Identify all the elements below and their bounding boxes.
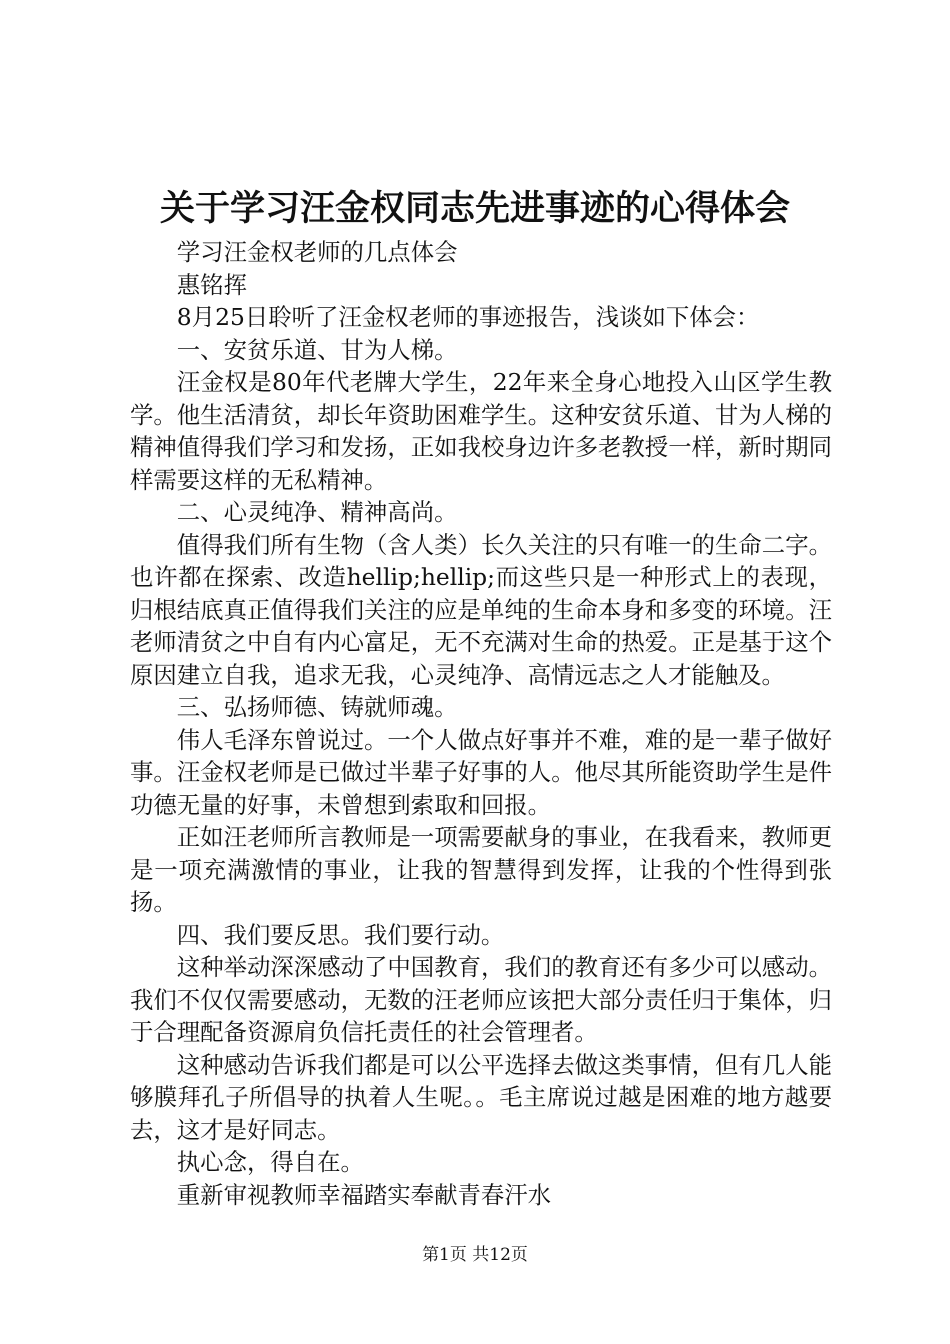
body-paragraph: 汪金权是80年代老牌大学生，22年来全身心地投入山区学生教学。他生活清贫，却长年资助困难学生。这种安贫乐道、甘为人梯的精神值得我们学习和发扬，正如我校身边许多老教授一样，新时期同样需要这样的无私精神。 (130, 368, 832, 494)
body-paragraph: 值得我们所有生物（含人类）长久关注的只有唯一的生命二字。也许都在探索、改造hellip;hellip;而这些只是一种形式上的表现，归根结底真正值得我们关注的应是单纯的生命本身和多变的环境。汪老师清贫之中自有内心富足，无不充满对生命的热爱。正是基于这个原因建立自我，追求无我，心灵纯净、高情远志之人才能触及。 (130, 530, 832, 689)
page-number-footer: 第1页 共12页 (422, 1245, 528, 1265)
closing-line: 执心念，得自在。 (176, 1148, 364, 1176)
body-paragraph: 正如汪老师所言教师是一项需要献身的事业，在我看来，教师更是一项充满激情的事业，让我的智慧得到发挥，让我的个性得到张扬。 (130, 823, 832, 916)
closing-line: 重新审视教师幸福踏实奉献青春汗水 (176, 1180, 552, 1209)
section-heading-2: 二、心灵纯净、精神高尚。 (176, 498, 458, 526)
section-heading-4: 四、我们要反思。我们要行动。 (176, 920, 505, 949)
body-paragraph: 这种举动深深感动了中国教育，我们的教育还有多少可以感动。我们不仅仅需要感动，无数的汪老师应该把大部分责任归于集体，归于合理配备资源肩负信托责任的社会管理者。 (130, 953, 832, 1046)
body-paragraph: 这种感动告诉我们都是可以公平选择去做这类事情，但有几人能够膜拜孔子所倡导的执着人生呢。。毛主席说过越是困难的地方越要去，这才是好同志。 (130, 1050, 832, 1144)
subtitle-paragraph: 学习汪金权老师的几点体会 (176, 238, 458, 266)
author-paragraph: 惠铭挥 (176, 270, 247, 299)
document-body (130, 236, 832, 1211)
section-heading-1: 一、安贫乐道、甘为人梯。 (176, 335, 458, 364)
section-heading-3: 三、弘扬师德、铸就师魂。 (176, 693, 458, 721)
intro-paragraph: 8月25日聆听了汪金权老师的事迹报告，浅谈如下体会： (176, 303, 760, 331)
body-paragraph: 伟人毛泽东曾说过。一个人做点好事并不难，难的是一辈子做好事。汪金权老师是已做过半辈子好事的人。他尽其所能资助学生是件功德无量的好事，未曾想到索取和回报。 (130, 725, 832, 819)
document-title: 关于学习汪金权同志先进事迹的心得体会 (159, 188, 790, 229)
